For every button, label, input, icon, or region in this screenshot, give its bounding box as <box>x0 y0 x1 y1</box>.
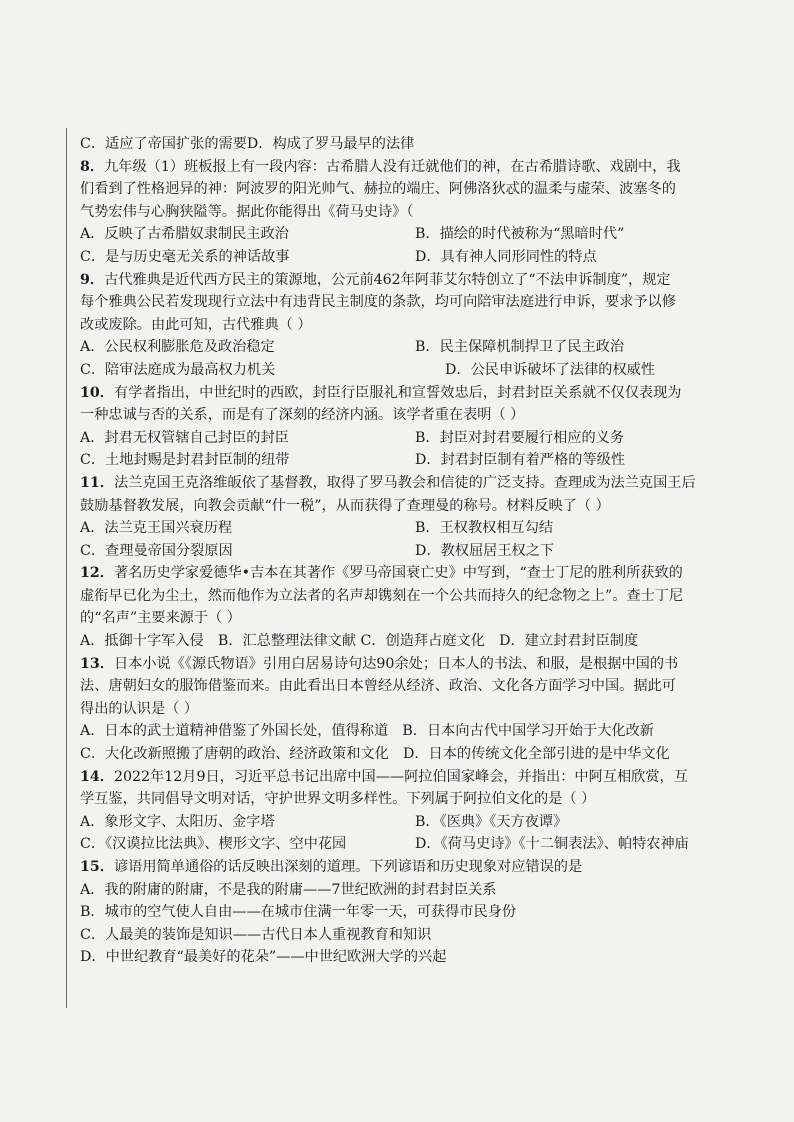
option-d: D．具有神人同形同性的特点 <box>415 248 597 265</box>
question-stem-line: 气势宏伟与心胸狭隘等。据此你能得出《荷马史诗》（ <box>80 203 414 220</box>
option-c: C．是与历史毫无关系的神话故事 <box>80 248 290 265</box>
question-number: 12． <box>80 565 114 582</box>
question-stem-line: 得出的认识是（ ） <box>80 700 199 717</box>
option-row <box>80 246 740 269</box>
question-stem-line <box>80 472 740 495</box>
option-row <box>80 811 740 834</box>
question-number: 8． <box>80 158 105 175</box>
stem-text: 2022年12月9日，习近平总书记出席中国——阿拉伯国家峰会，并指出：中阿互相欣赏，互 <box>113 768 688 785</box>
question-stem-line: 一种忠诚与否的关系，而是有了深刻的经济内涵。该学者重在表明（ ） <box>80 407 525 424</box>
question-stem-line: 每个雅典公民若发现现行立法中有违背民主制度的条款，均可向陪审法庭进行申诉，要求予以修 <box>80 294 676 311</box>
question-stem-line: 鼓励基督教发展，向教会贡献“什一税”，从而获得了查理曼的称号。材料反映了（ ） <box>80 497 610 514</box>
option-row <box>80 833 740 856</box>
question-8 <box>80 156 740 269</box>
question-number: 13． <box>80 655 114 672</box>
option-c: C．人最美的装饰是知识——古代日本人重视教育和知识 <box>80 926 432 943</box>
option-b: B．封臣对封君要履行相应的义务 <box>415 429 625 446</box>
question-stem-line: 改或废除。由此可知，古代雅典（ ） <box>80 316 312 333</box>
option-row <box>80 336 740 359</box>
option-b: B．城市的空气使人自由——在城市住满一年零一天，可获得市民身份 <box>80 904 517 921</box>
question-11 <box>80 472 740 562</box>
question-15 <box>80 856 740 969</box>
option-row: C．大化改新照搬了唐朝的政治、经济政策和文化 D．日本的传统文化全部引进的是中华文化 <box>80 746 670 763</box>
question-number: 9． <box>80 271 105 288</box>
option-row <box>80 517 740 540</box>
question-stem-line: 法、唐朝妇女的服饰借鉴而来。由此看出日本曾经从经济、政治、文化各方面学习中国。据此可 <box>80 678 676 695</box>
option-row <box>80 359 740 382</box>
stem-text: 谚语用简单通俗的话反映出深刻的道理。下列谚语和历史现象对应错误的是 <box>113 859 583 875</box>
option-d: D．中世纪教育“最美好的花朵”——中世纪欧洲大学的兴起 <box>80 949 447 966</box>
stem-text: 日本小说《《源氏物语》引用白居易诗句达90余处；日本人的书法、和服，是根据中国的书 <box>113 655 679 672</box>
option-c: C．土地封赐是封君封臣制的纽带 <box>80 452 290 469</box>
option-a: A．我的附庸的附庸，不是我的附庸——7世纪欧洲的封君封臣关系 <box>80 881 497 898</box>
option-d: D．封君封臣制有着严格的等级性 <box>415 452 626 469</box>
question-stem-line: 虚衔早已化为尘土，然而他作为立法者的名声却镌刻在一个公共而持久的纪念物之上”。查士丁尼 <box>80 587 684 604</box>
question-stem-line <box>80 156 740 179</box>
question-10 <box>80 382 740 472</box>
option-row: A．日本的武士道精神借鉴了外国长处，值得称道 B．日本向古代中国学习开始于大化改新 <box>80 723 654 740</box>
exam-content <box>80 133 740 969</box>
stem-text: 九年级（1）班板报上有一段内容：古希腊人没有迁就他们的神，在古希腊诗歌、戏剧中，我 <box>104 158 681 175</box>
question-stem-line <box>80 856 740 879</box>
option-a: A．象形文字、太阳历、金字塔 <box>80 813 275 830</box>
option-row <box>80 540 740 563</box>
question-9 <box>80 269 740 382</box>
option-d: D．公民申诉破坏了法律的权威性 <box>445 361 656 378</box>
option-d: D．构成了罗马最早的法律 <box>246 136 415 152</box>
stem-text: 有学者指出，中世纪时的西欧，封臣行臣服礼和宣誓效忠后，封君封臣关系就不仅仅表现为 <box>113 384 682 401</box>
option-b: B．王权教权相互勾结 <box>415 520 554 537</box>
stem-text: 著名历史学家爱德华•吉本在其著作《罗马帝国衰亡史》中写到，“查士丁尼的胜利所获致的 <box>113 565 683 582</box>
question-number: 14． <box>80 768 114 785</box>
question-14 <box>80 766 740 856</box>
option-b: B．《医典》《天方夜谭》 <box>415 813 568 830</box>
question-stem-line <box>80 382 740 405</box>
option-d: D．《荷马史诗》《十二铜表法》、帕特农神庙 <box>415 836 689 853</box>
option-row <box>80 223 740 246</box>
question-stem-line <box>80 269 740 292</box>
page-margin-rule <box>66 128 67 1008</box>
question-stem-line <box>80 562 740 585</box>
option-c: C．陪审法庭成为最高权力机关 <box>80 361 276 378</box>
option-a: A．封君无权管辖自己封臣的封臣 <box>80 429 289 446</box>
question-number: 10． <box>80 384 114 401</box>
question-13 <box>80 653 740 766</box>
question-number: 11． <box>80 474 114 491</box>
option-c: C．查理曼帝国分裂原因 <box>80 542 233 559</box>
option-a: A．法兰克王国兴衰历程 <box>80 520 233 537</box>
stem-text: 古代雅典是近代西方民主的策源地，公元前462年阿菲艾尔特创立了“不法申诉制度”，规定 <box>104 271 671 288</box>
question-stem-line: 们看到了性格迥异的神：阿波罗的阳光帅气、赫拉的端庄、阿佛洛狄忒的温柔与虚荣、波塞冬的 <box>80 181 676 198</box>
option-c: C．适应了帝国扩张的需要 <box>80 136 247 152</box>
option-d: D．教权屈居王权之下 <box>415 542 555 559</box>
question-12 <box>80 562 740 652</box>
question-stem-line <box>80 653 740 676</box>
option-b: B．描绘的时代被称为“黑暗时代” <box>415 226 625 243</box>
stem-text: 法兰克国王克洛维皈依了基督教，取得了罗马教会和信徒的广泛支持。查理成为法兰克国王后 <box>113 474 696 491</box>
question-number: 15． <box>80 859 114 875</box>
option-row <box>80 449 740 472</box>
option-row <box>80 427 740 450</box>
question-stem-line: 学互鉴，共同倡导文明对话，守护世界文明多样性。下列属于阿拉伯文化的是（ ） <box>80 791 596 808</box>
question-stem-line: 的“名声”主要来源于（ ） <box>80 610 241 627</box>
option-row: A．抵御十字军入侵 B．汇总整理法律文献 C．创造拜占庭文化 D．建立封君封臣制度 <box>80 633 639 650</box>
prev-question-options <box>80 133 740 156</box>
option-a: A．公民权利膨胀危及政治稳定 <box>80 339 275 356</box>
option-a: A．反映了古希腊奴隶制民主政治 <box>80 226 289 243</box>
option-c: C．《汉谟拉比法典》、楔形文字、空中花园 <box>80 836 347 853</box>
option-b: B．民主保障机制捍卫了民主政治 <box>415 339 625 356</box>
question-stem-line <box>80 766 740 789</box>
